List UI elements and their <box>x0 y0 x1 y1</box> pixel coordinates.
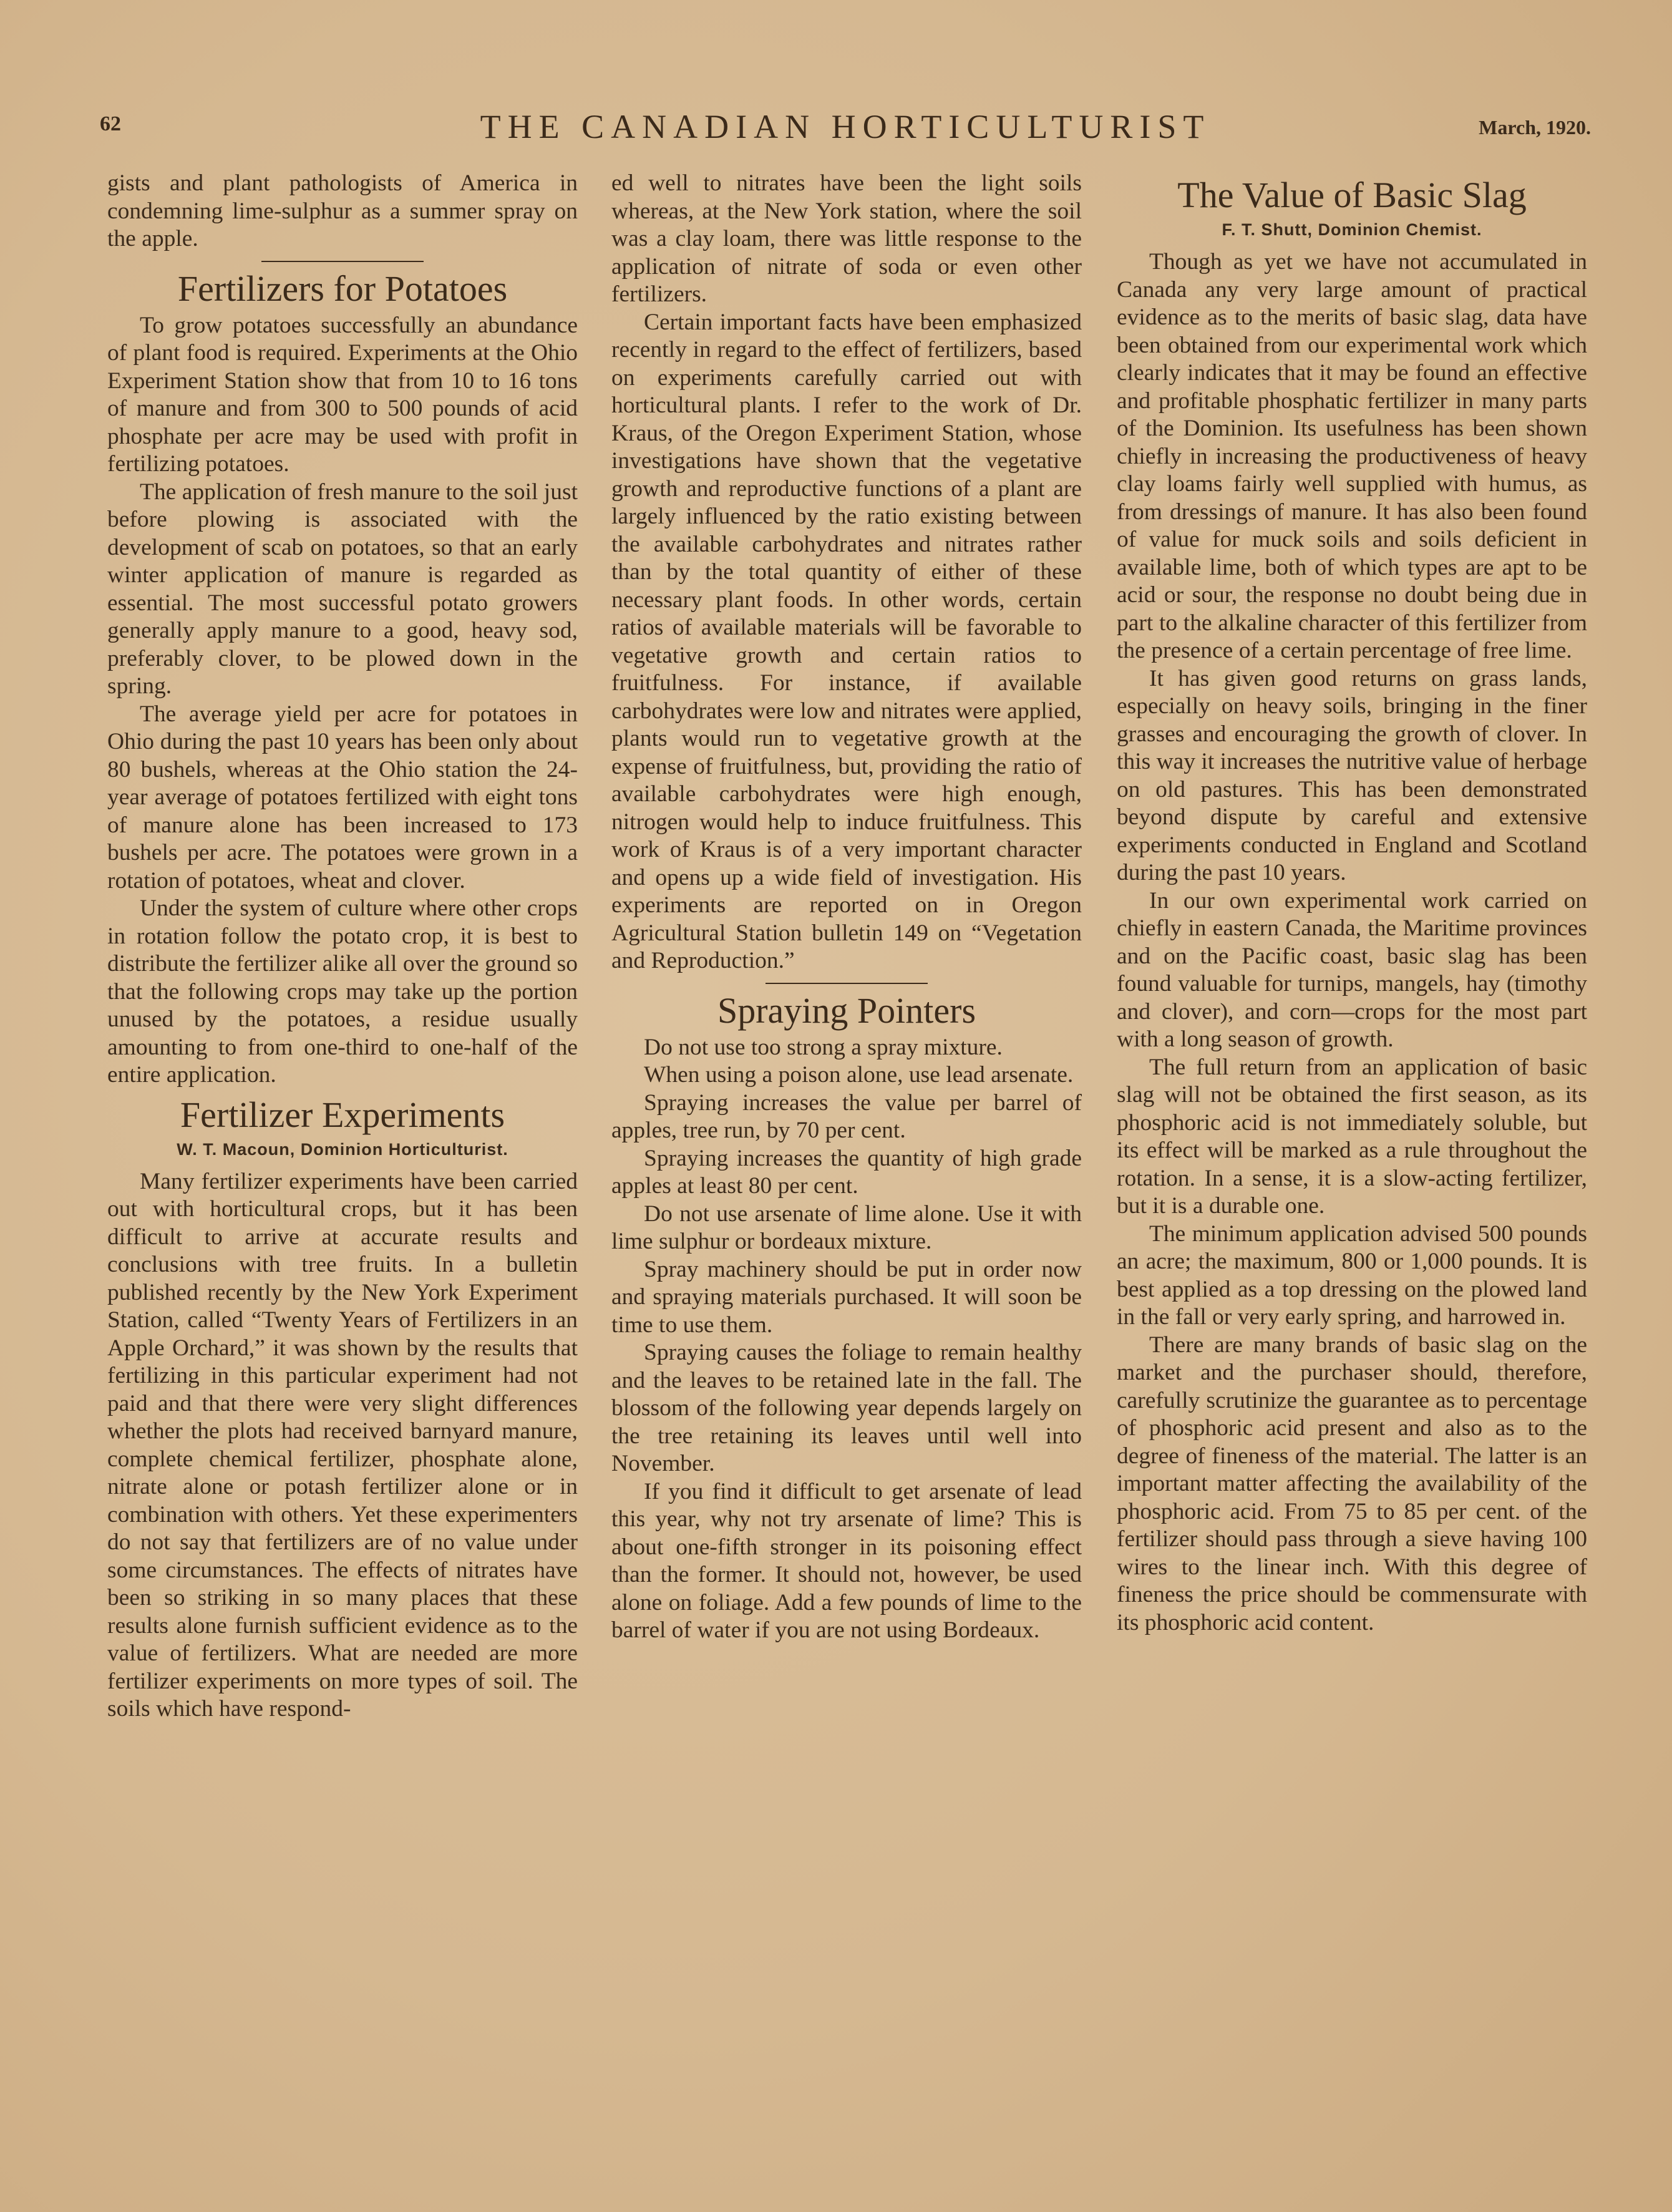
paragraph: If you find it difficult to get arsenate of lead this year, why not try arsenate of lime? This is about one-fifth stronger in its poisoning effect than the former. It should not, however, be used alone on foliage. Add a few pounds of lime to the barrel of water if you are not using Bordeaux. <box>611 1478 1082 1643</box>
paragraph: Do not use arsenate of lime alone. Use it with lime sulphur or bordeaux mixture. <box>611 1201 1082 1254</box>
column-left <box>107 170 578 1723</box>
paragraph: Certain important facts have been emphasized recently in regard to the effect of fertilizers, based on experiments carefully carried out with horticultural plants. I refer to the work of Dr. Kraus, of the Oregon Experiment Station, whose investigations have shown that the vegetative growth and reproductive functions of a plant are largely influenced by the ratio existing between the available carbohydrates and nitrates rather than by the total quantity of either of these necessary plant foods. In other words, certain ratios of available materials will be favorable to vegetative growth and certain ratios to fruitfulness. For instance, if available carbohydrates were low and nitrates were applied, plants would run to vegetative growth at the expense of fruitfulness, but, providing the ratio of available carbohydrates were high enough, nitrogen would help to induce fruitfulness. This work of Kraus is of a very important character and opens up a wide field of investigation. His experiments are reported on in Oregon Agricultural Station bulletin 149 on “Vegetation and Reproduction.” <box>611 309 1082 973</box>
paragraph: The average yield per acre for potatoes in Ohio during the past 10 years has been only about 80 bushels, whereas at the Ohio station the 24-year average of potatoes fertilized with eight tons of manure alone has been increased to 173 bushels per acre. The potatoes were grown in a rotation of potatoes, wheat and clover. <box>107 701 578 894</box>
running-header <box>100 107 1591 151</box>
paragraph: Do not use too strong a spray mixture. <box>644 1034 1003 1060</box>
article-title-spraying: Spraying Pointers <box>717 990 976 1031</box>
paragraph: The full return from an application of basic slag will not be obtained the first season, as its phosphoric acid is not immediately soluble, but its effect will be marked as a rule throughout the rotation. In a sense, it is a slow-acting fertilizer, but it is a durable one. <box>1117 1054 1587 1219</box>
section-divider <box>261 261 424 262</box>
article-title-potatoes: Fertilizers for Potatoes <box>177 268 508 309</box>
paragraph: Spraying increases the value per barrel of apples, tree run, by 70 per cent. <box>611 1089 1082 1143</box>
paragraph: In our own experimental work carried on chiefly in eastern Canada, the Maritime provinces and on the Pacific coast, basic slag has been found valuable for turnips, mangels, hay (timothy and clover), and corn—crops for the most part with a long season of growth. <box>1117 887 1587 1052</box>
column-right <box>1117 170 1587 1637</box>
page-number: 62 <box>100 112 121 135</box>
article-title-slag: The Value of Basic Slag <box>1177 175 1527 215</box>
paragraph: To grow potatoes successfully an abundance of plant food is required. Experiments at the Ohio Experiment Station show that from 10 to 16 tons of manure and from 300 to 500 pounds of acid phosphate per acre may be used with profit in fertilizing potatoes. <box>107 312 578 477</box>
paragraph: Spraying causes the foliage to remain healthy and the leaves to be retained late in the fall. The blossom of the following year depends largely on the tree retaining its leaves until well into November. <box>611 1340 1082 1476</box>
issue-date: March, 1920. <box>1479 116 1591 139</box>
continued-paragraph: gists and plant pathologists of America in condemning lime-sulphur as a summer spray on the apple. <box>107 170 578 251</box>
paragraph: Under the system of culture where other crops in rotation follow the potato crop, it is best to distribute the fertilizer alike all over the ground so that the following crops may take up the portion unused by the potatoes, a residue usually amounting to from one-third to one-half of the entire application. <box>107 895 578 1088</box>
paragraph: ed well to nitrates have been the light soils whereas, at the New York station, where the soil was a clay loam, there was little response to the application of nitrate of soda or even other fertilizers. <box>611 170 1082 307</box>
paragraph: The application of fresh manure to the soil just before plowing is associated with the development of scab on potatoes, so that an early winter application of manure is regarded as essential. The most successful potato growers generally apply manure to a good, heavy sod, preferably clover, to be plowed down in the spring. <box>107 479 578 699</box>
magazine-title: THE CANADIAN HORTICULTURIST <box>480 108 1211 145</box>
article-title-experiments: Fertilizer Experiments <box>180 1094 505 1135</box>
paragraph: Many fertilizer experiments have been carried out with horticultural crops, but it has been difficult to arrive at accurate results and conclusions with tree fruits. In a bulletin published recently by the New York Experiment Station, called “Twenty Years of Fertilizers in an Apple Orchard,” it was shown by the results that fertilizing in this particular experiment had not paid and that there were very slight differences whether the plots had received barnyard manure, complete chemical fertilizer, phosphate alone, nitrate alone or potash fertilizer alone or in combination with others. Yet these experimenters do not say that fertilizers are of no value under some circumstances. The effects of nitrates have been so striking in so many places that these results alone furnish sufficient evidence as to the value of fertilizers. What are needed are more fertilizer experiments on more types of soil. The soils which have respond- <box>107 1168 578 1722</box>
column-middle <box>611 170 1082 1645</box>
byline: W. T. Macoun, Dominion Horticulturist. <box>177 1139 508 1159</box>
byline: F. T. Shutt, Dominion Chemist. <box>1222 220 1482 239</box>
paragraph: The minimum application advised 500 pounds an acre; the maximum, 800 or 1,000 pounds. It is best applied as a top dressing on the plowed land in the fall or very early spring, and harrowed in. <box>1117 1220 1587 1330</box>
paragraph: When using a poison alone, use lead arsenate. <box>644 1062 1074 1088</box>
paragraph: Spraying increases the quantity of high grade apples at least 80 per cent. <box>611 1145 1082 1199</box>
section-divider <box>766 983 928 984</box>
paragraph: There are many brands of basic slag on the market and the purchaser should, therefore, carefully scrutinize the guarantee as to percentage of phosphoric acid present and also as to the degree of fineness of the material. The latter is an important matter affecting the availability of the phosphoric acid. From 75 to 85 per cent. of the fertilizer should pass through a sieve having 100 wires to the linear inch. With this degree of fineness the price should be commensurate with its phosphoric acid content. <box>1117 1332 1587 1635</box>
paragraph: It has given good returns on grass lands, especially on heavy soils, bringing in the finer grasses and encouraging the growth of clover. In this way it increases the nutritive value of herbage on old pastures. This has been demonstrated beyond dispute by careful and extensive experiments conducted in England and Scotland during the past 10 years. <box>1117 665 1587 885</box>
paragraph: Though as yet we have not accumulated in Canada any very large amount of practical evidence as to the merits of basic slag, data have been obtained from our experimental work which clearly indicates that it may be found an effective and profitable phosphatic fertilizer in many parts of the Dominion. Its usefulness has been shown chiefly in increasing the productiveness of heavy clay loams fairly well supplied with humus, as from dressings of manure. It has also been found of value for muck soils and soils deficient in available lime, both of which types are apt to be acid or sour, the response no doubt being due in part to the alkaline character of this fertilizer from the presence of a certain percentage of free lime. <box>1117 249 1587 663</box>
paragraph: Spray machinery should be put in order now and spraying materials purchased. It will soon be time to use them. <box>611 1256 1082 1338</box>
